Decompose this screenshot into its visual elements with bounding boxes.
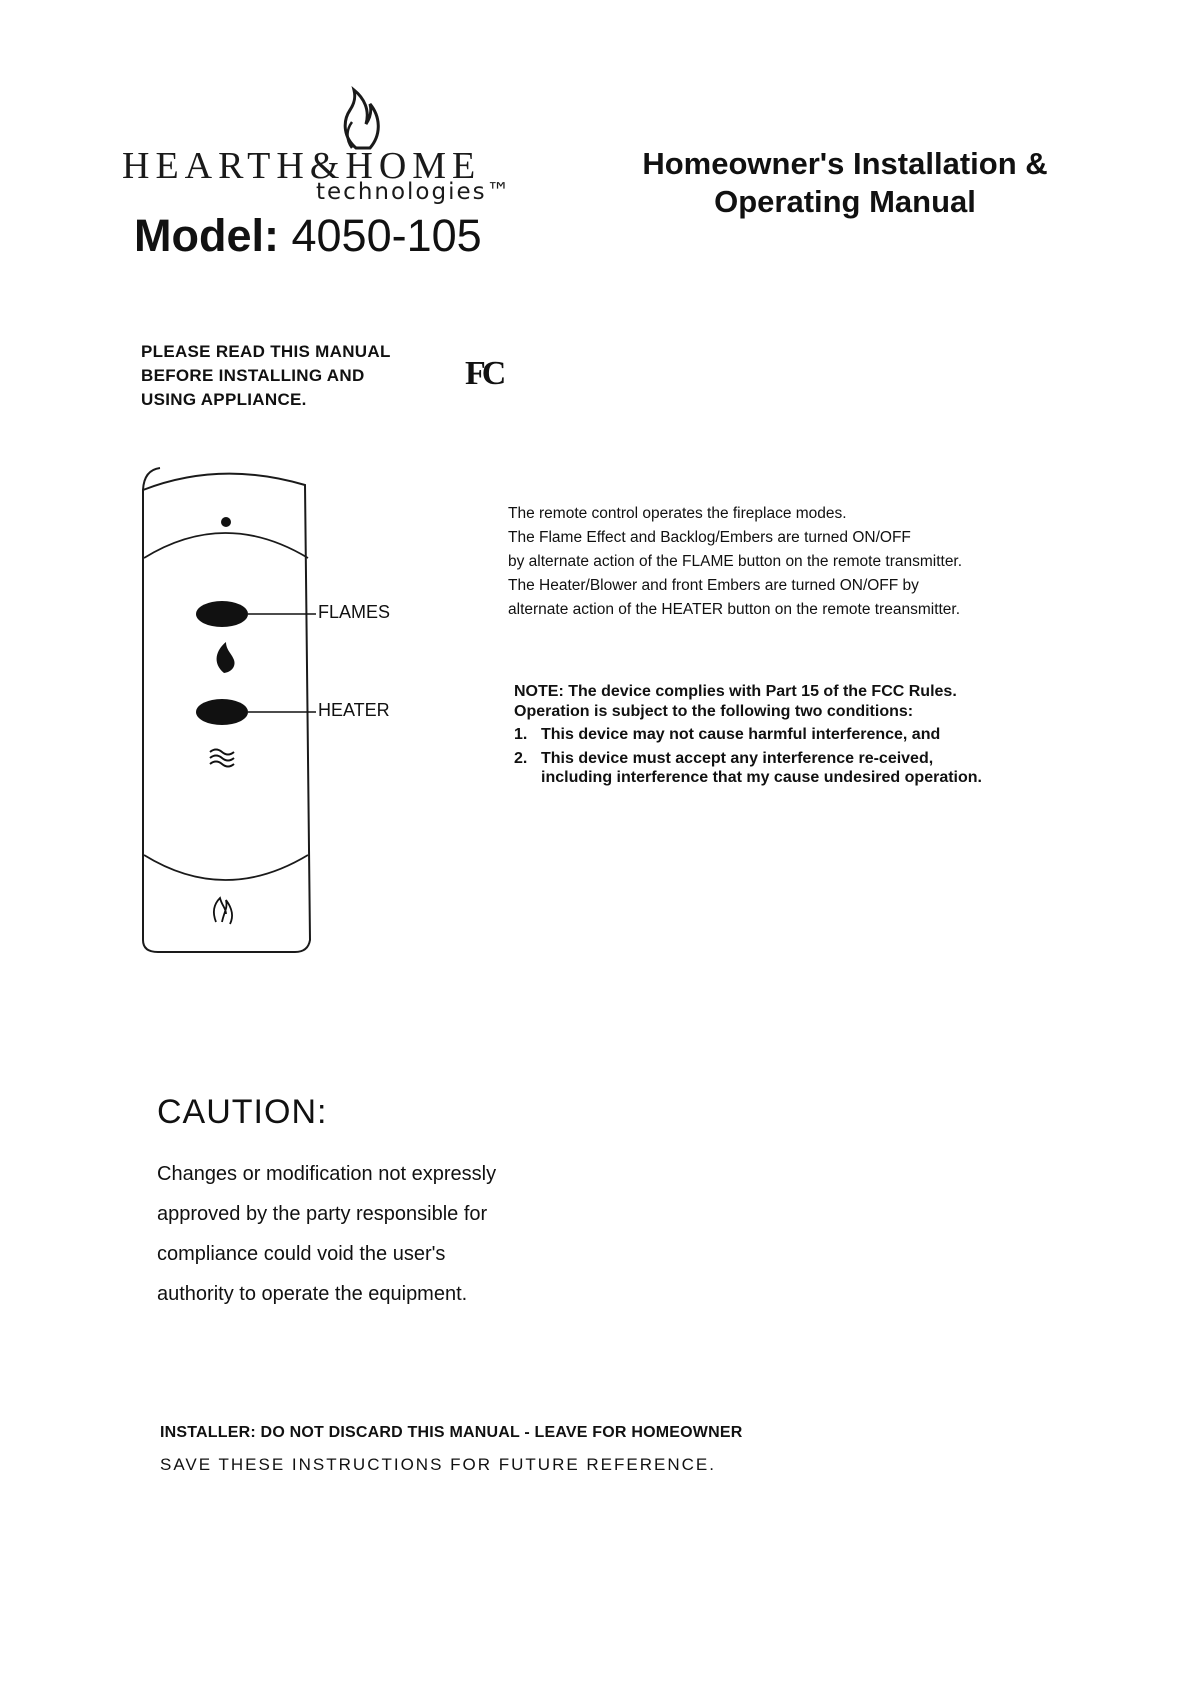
list-item bbox=[514, 725, 984, 745]
model-label: Model: bbox=[134, 210, 279, 261]
list-number: 1. bbox=[514, 726, 528, 743]
notice-line: PLEASE READ THIS MANUAL bbox=[141, 342, 391, 361]
description-line: The Flame Effect and Backlog/Embers are turned ON/OFF bbox=[508, 529, 911, 546]
brand-subtitle: technologies™ bbox=[316, 179, 512, 205]
fcc-logo: FC bbox=[465, 355, 503, 392]
brand-wordmark: HEARTH&HOME bbox=[122, 145, 482, 187]
description-line: The remote control operates the fireplace modes. bbox=[508, 505, 847, 522]
fcc-note-intro: NOTE: The device complies with Part 15 of the FCC Rules. Operation is subject to the following two conditions: bbox=[514, 683, 957, 720]
manual-title bbox=[610, 145, 1080, 221]
manual-title-line1: Homeowner's Installation & bbox=[642, 146, 1048, 181]
fcc-conditions-list bbox=[514, 725, 984, 788]
caution-line: compliance could void the user's bbox=[157, 1243, 446, 1265]
list-number: 2. bbox=[514, 749, 528, 767]
installer-notice: INSTALLER: DO NOT DISCARD THIS MANUAL - LEAVE FOR HOMEOWNER bbox=[160, 1424, 743, 1441]
caution-text bbox=[157, 1154, 597, 1314]
heater-label: HEATER bbox=[318, 700, 390, 720]
caution-heading: CAUTION: bbox=[157, 1093, 328, 1131]
caution-line: Changes or modification not expressly bbox=[157, 1163, 497, 1185]
list-text: This device may not cause harmful interference, and bbox=[541, 726, 941, 743]
notice-line: BEFORE INSTALLING AND bbox=[141, 366, 365, 385]
remote-flame-logo-icon bbox=[214, 898, 232, 924]
brand-flame-icon bbox=[336, 82, 386, 152]
model-heading bbox=[134, 210, 482, 262]
description-line: The Heater/Blower and front Embers are turned ON/OFF by bbox=[508, 577, 919, 594]
remote-description bbox=[508, 502, 1108, 622]
notice-line: USING APPLIANCE. bbox=[141, 390, 307, 409]
heat-waves-icon bbox=[210, 750, 234, 767]
list-item bbox=[514, 749, 984, 788]
description-line: alternate action of the HEATER button on the remote treansmitter. bbox=[508, 601, 961, 618]
flames-label: FLAMES bbox=[318, 602, 391, 622]
indicator-led bbox=[221, 517, 231, 527]
flames-button bbox=[196, 601, 248, 627]
flame-icon bbox=[217, 642, 235, 673]
list-text: This device must accept any interference re-ceived, including interference that my cause undesired operation. bbox=[541, 749, 982, 786]
read-manual-notice bbox=[141, 340, 461, 412]
caution-line: authority to operate the equipment. bbox=[157, 1283, 468, 1305]
manual-title-line2: Operating Manual bbox=[714, 184, 976, 219]
fcc-note bbox=[514, 682, 984, 792]
heater-button bbox=[196, 699, 248, 725]
save-instructions-notice: SAVE THESE INSTRUCTIONS FOR FUTURE REFERENCE. bbox=[160, 1455, 716, 1474]
caution-line: approved by the party responsible for bbox=[157, 1203, 488, 1225]
model-number: 4050-105 bbox=[291, 210, 482, 261]
description-line: by alternate action of the FLAME button on the remote transmitter. bbox=[508, 553, 963, 570]
